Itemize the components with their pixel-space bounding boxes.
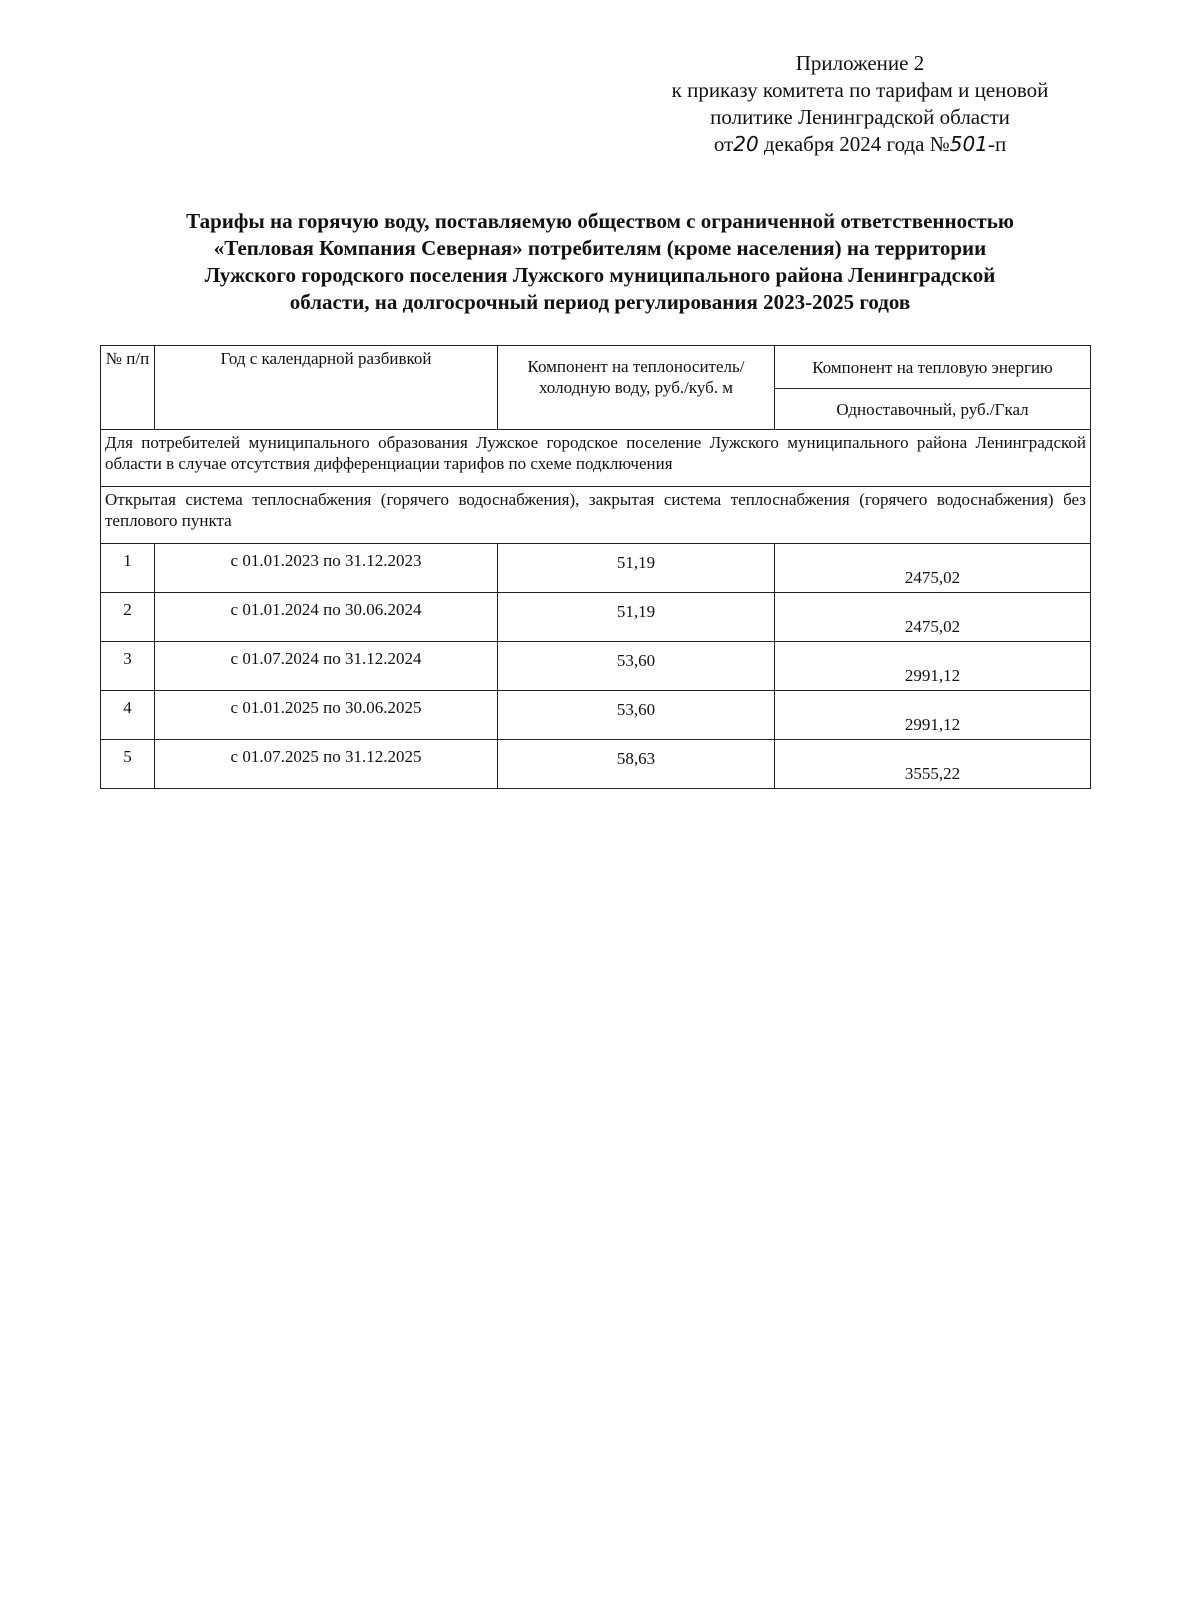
section-row	[101, 487, 1091, 544]
table-row	[101, 593, 1091, 642]
row-water-tariff: 53,60	[498, 691, 775, 740]
table-row	[101, 691, 1091, 740]
row-number: 2	[101, 593, 155, 642]
appendix-label: Приложение 2	[795, 51, 925, 75]
row-number: 5	[101, 740, 155, 789]
order-date-line	[620, 131, 1100, 158]
date-prefix: от	[713, 132, 734, 156]
row-heat-tariff: 2991,12	[775, 642, 1091, 691]
table-header-row	[101, 346, 1091, 389]
row-period: с 01.07.2024 по 31.12.2024	[155, 642, 498, 691]
title-line: «Тепловая Компания Северная» потребителям (кроме населения) на территории	[213, 236, 987, 260]
row-period: с 01.07.2025 по 31.12.2025	[155, 740, 498, 789]
row-period: с 01.01.2023 по 31.12.2023	[155, 544, 498, 593]
appendix-header	[620, 50, 1100, 158]
order-suffix: -п	[987, 132, 1007, 156]
row-water-tariff: 51,19	[498, 593, 775, 642]
row-period: с 01.01.2024 по 30.06.2024	[155, 593, 498, 642]
handwritten-day: 20	[733, 132, 759, 156]
row-heat-tariff: 3555,22	[775, 740, 1091, 789]
tariff-table	[100, 345, 1091, 789]
row-water-tariff: 53,60	[498, 642, 775, 691]
row-number: 4	[101, 691, 155, 740]
document-title	[100, 208, 1100, 316]
table-row	[101, 740, 1091, 789]
title-line: Лужского городского поселения Лужского муниципального района Ленинградской	[204, 263, 996, 287]
handwritten-order-number: 501	[949, 132, 988, 156]
row-number: 1	[101, 544, 155, 593]
row-number: 3	[101, 642, 155, 691]
row-heat-tariff: 2475,02	[775, 544, 1091, 593]
section-system-type: Открытая система теплоснабжения (горячего водоснабжения), закрытая система теплоснабжения (горячего водоснабжения) без теплового пункта	[101, 487, 1091, 544]
table-row	[101, 642, 1091, 691]
committee-name-line: политике Ленинградской области	[710, 105, 1010, 129]
row-period: с 01.01.2025 по 30.06.2025	[155, 691, 498, 740]
row-water-tariff: 51,19	[498, 544, 775, 593]
row-water-tariff: 58,63	[498, 740, 775, 789]
title-line: области, на долгосрочный период регулирования 2023-2025 годов	[289, 290, 911, 314]
header-single-rate: Одноставочный, руб./Гкал	[775, 389, 1091, 430]
section-row	[101, 430, 1091, 487]
header-period: Год с календарной разбивкой	[155, 346, 498, 430]
date-middle: декабря 2024 года №	[763, 132, 950, 156]
order-reference-line: к приказу комитета по тарифам и ценовой	[671, 78, 1049, 102]
section-consumers: Для потребителей муниципального образования Лужское городское поселение Лужского муниципального района Ленинградской области в случае отсутствия дифференциации тарифов по схеме подключения	[101, 430, 1091, 487]
row-heat-tariff: 2991,12	[775, 691, 1091, 740]
header-water-component: Компонент на теплоноситель/холодную воду, руб./куб. м	[498, 346, 775, 430]
row-heat-tariff: 2475,02	[775, 593, 1091, 642]
table-row	[101, 544, 1091, 593]
title-line: Тарифы на горячую воду, поставляемую обществом с ограниченной ответственностью	[186, 209, 1014, 233]
header-heat-component: Компонент на тепловую энергию	[775, 346, 1091, 389]
header-number: № п/п	[101, 346, 155, 430]
